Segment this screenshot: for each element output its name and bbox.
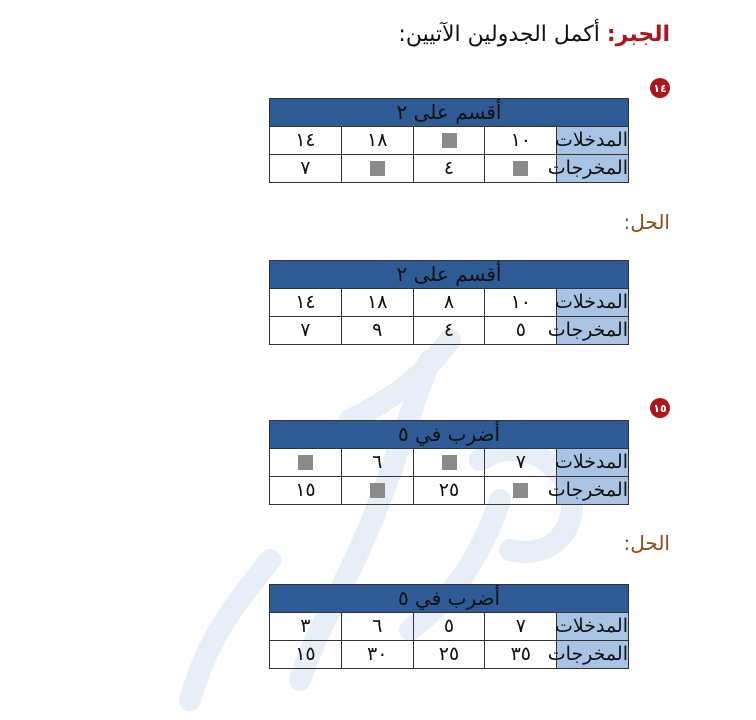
- gray-square-icon: [513, 483, 528, 498]
- outputs-label: المخرجات: [557, 155, 629, 183]
- q15-output-cell: ١٥: [270, 477, 342, 505]
- q15-solution-input-cell: ٥: [413, 613, 485, 641]
- q14-output-blank[interactable]: [341, 155, 413, 183]
- subject-label: الجبر:: [606, 22, 670, 47]
- q15-solution-output-cell: ٣٠: [341, 641, 413, 669]
- q15-solution-output-cell: ١٥: [270, 641, 342, 669]
- q15-solution-output-cell: ٣٥: [485, 641, 557, 669]
- inputs-label: المدخلات: [557, 289, 629, 317]
- outputs-label: المخرجات: [557, 317, 629, 345]
- gray-square-icon: [298, 455, 313, 470]
- q15-solution-input-cell: ٦: [341, 613, 413, 641]
- q15-solution-table: [269, 584, 629, 669]
- gray-square-icon: [513, 161, 528, 176]
- q15-solution-input-cell: ٧: [485, 613, 557, 641]
- q15-solution-output-cell: ٢٥: [413, 641, 485, 669]
- q14-solution-output-cell: ٥: [485, 317, 557, 345]
- question-number-15: ١٥: [650, 398, 670, 418]
- q15-output-blank[interactable]: [341, 477, 413, 505]
- q14-input-blank[interactable]: [413, 127, 485, 155]
- q14-output-blank[interactable]: [485, 155, 557, 183]
- q15-solution-input-cell: ٣: [270, 613, 342, 641]
- q14-solution-output-cell: ٩: [341, 317, 413, 345]
- gray-square-icon: [442, 455, 457, 470]
- inputs-label: المدخلات: [557, 127, 629, 155]
- solution-label-14: الحل:: [623, 210, 670, 234]
- gray-square-icon: [370, 161, 385, 176]
- q14-solution-rule-header: أقسم على ٢: [270, 261, 629, 289]
- q14-solution-input-cell: ١٤: [270, 289, 342, 317]
- q15-output-blank[interactable]: [485, 477, 557, 505]
- page-header: [398, 22, 670, 47]
- gray-square-icon: [442, 133, 457, 148]
- q15-output-cell: ٢٥: [413, 477, 485, 505]
- q14-input-cell: ١٨: [341, 127, 413, 155]
- q15-table: [269, 420, 629, 505]
- q14-solution-table: [269, 260, 629, 345]
- q14-input-cell: ١٠: [485, 127, 557, 155]
- outputs-label: المخرجات: [557, 477, 629, 505]
- inputs-label: المدخلات: [557, 449, 629, 477]
- gray-square-icon: [370, 483, 385, 498]
- q14-input-cell: ١٤: [270, 127, 342, 155]
- instruction-text: أكمل الجدولين الآتيين:: [398, 22, 600, 47]
- q15-solution-rule-header: أضرب في ٥: [270, 585, 629, 613]
- q14-solution-input-cell: ١٨: [341, 289, 413, 317]
- question-number-14: ١٤: [650, 78, 670, 98]
- q14-output-cell: ٤: [413, 155, 485, 183]
- q14-solution-output-cell: ٤: [413, 317, 485, 345]
- q14-solution-input-cell: ٨: [413, 289, 485, 317]
- q14-table: [269, 98, 629, 183]
- q15-input-cell: ٧: [485, 449, 557, 477]
- q14-solution-input-cell: ١٠: [485, 289, 557, 317]
- q14-rule-header: أقسم على ٢: [270, 99, 629, 127]
- q15-rule-header: أضرب في ٥: [270, 421, 629, 449]
- inputs-label: المدخلات: [557, 613, 629, 641]
- outputs-label: المخرجات: [557, 641, 629, 669]
- solution-label-15: الحل:: [623, 531, 670, 555]
- q15-input-cell: ٦: [341, 449, 413, 477]
- q15-input-blank[interactable]: [413, 449, 485, 477]
- q14-output-cell: ٧: [270, 155, 342, 183]
- q15-input-blank[interactable]: [270, 449, 342, 477]
- q14-solution-output-cell: ٧: [270, 317, 342, 345]
